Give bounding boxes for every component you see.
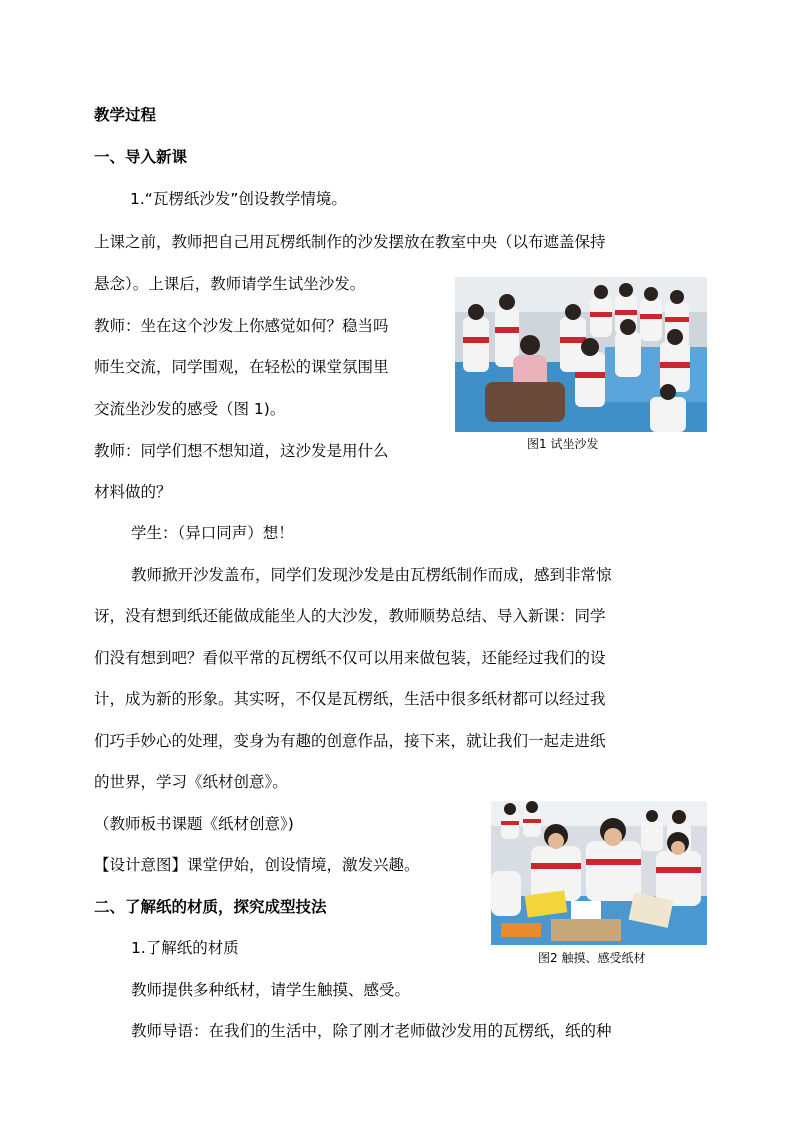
paragraph-line: 上课之前，教师把自己用瓦楞纸制作的沙发摆放在教室中央（以布遮盖保持 (94, 233, 606, 251)
paragraph-line: 教师导语：在我们的生活中，除了刚才老师做沙发用的瓦楞纸，纸的种 (131, 1022, 612, 1040)
paragraph-line: 师生交流，同学围观，在轻松的课堂氛围里 (94, 358, 389, 376)
figure2-caption: 图2 触摸、感受纸材 (538, 951, 646, 965)
figure2-photo (491, 801, 707, 945)
section2-item1: 1.了解纸的材质 (131, 939, 239, 957)
paragraph-line: 计，成为新的形象。其实呀，不仅是瓦楞纸，生活中很多纸材都可以经过我 (94, 690, 606, 708)
design-intent: 【设计意图】课堂伊始，创设情境，激发兴趣。 (94, 856, 420, 874)
figure1-photo (455, 277, 707, 432)
paragraph-line: 学生：（异口同声）想！ (131, 524, 294, 542)
paragraph-line: 教师掀开沙发盖布，同学们发现沙发是由瓦楞纸制作而成，感到非常惊 (131, 566, 612, 584)
paragraph-line: 教师提供多种纸材，请学生触摸、感受。 (131, 981, 411, 999)
paragraph-line: 教师：同学们想不想知道，这沙发是用什么 (94, 442, 389, 460)
section2-title: 二、了解纸的材质，探究成型技法 (94, 898, 327, 916)
paragraph-line: 教师：坐在这个沙发上你感觉如何？稳当吗 (94, 317, 389, 335)
paragraph-line: 材料做的？ (94, 483, 172, 501)
section1-title: 一、导入新课 (94, 148, 188, 166)
section1-item1: 1.“瓦楞纸沙发”创设教学情境。 (130, 190, 347, 208)
lesson-heading: 教学过程 (94, 106, 157, 124)
paragraph-line: 悬念）。上课后，教师请学生试坐沙发。 (94, 275, 366, 293)
paragraph-line: 们巧手妙心的处理，变身为有趣的创意作品，接下来，就让我们一起走进纸 (94, 732, 606, 750)
figure1-caption: 图1 试坐沙发 (527, 437, 599, 451)
paragraph-line: 的世界，学习《纸材创意》。 (94, 773, 288, 791)
paragraph-line: 们没有想到吧？看似平常的瓦楞纸不仅可以用来做包装，还能经过我们的设 (94, 649, 606, 667)
paragraph-line: 交流坐沙发的感受（图 1)。 (94, 400, 286, 418)
paragraph-line: 讶，没有想到纸还能做成能坐人的大沙发，教师顺势总结、导入新课：同学 (94, 607, 606, 625)
paragraph-line: （教师板书课题《纸材创意》) (94, 815, 294, 833)
